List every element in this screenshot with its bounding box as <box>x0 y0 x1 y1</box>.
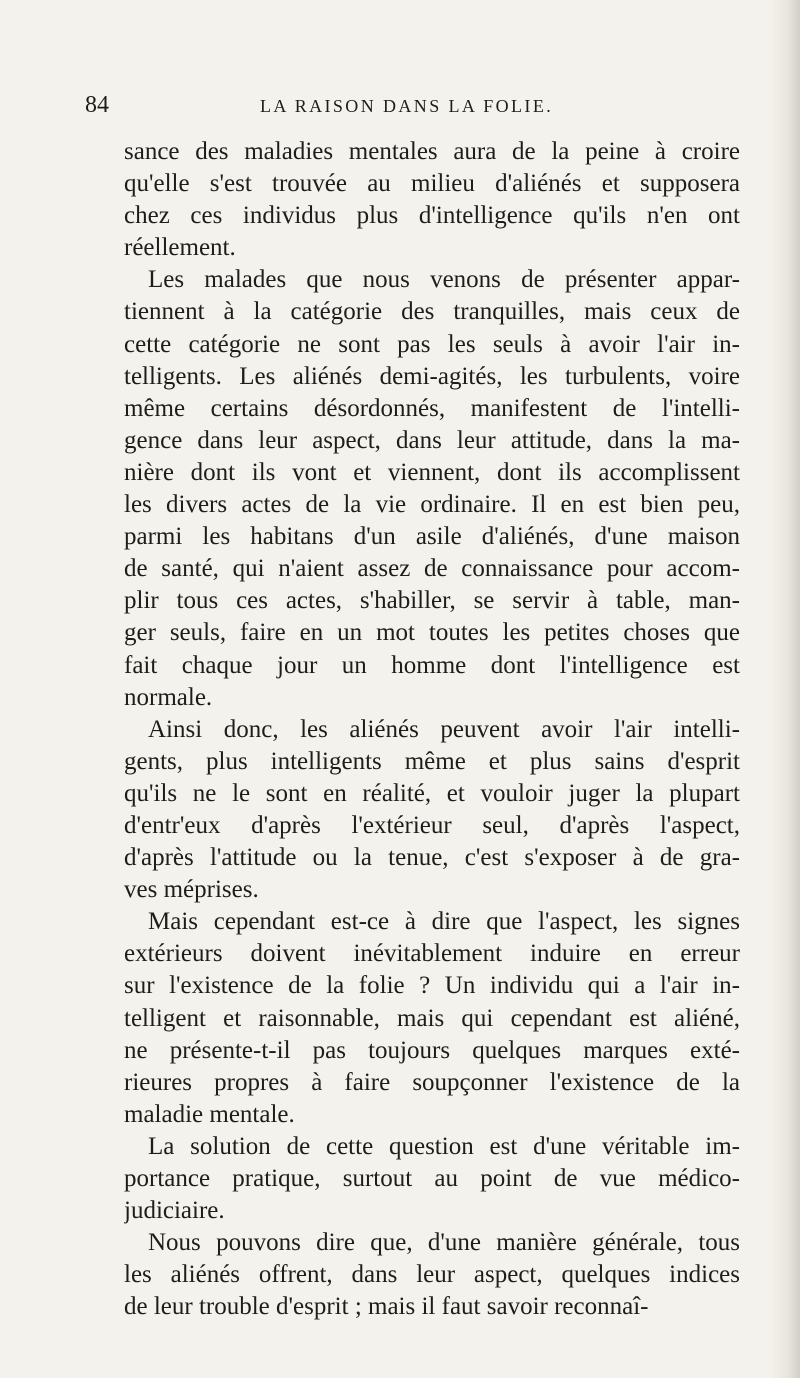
running-title: LA RAISON DANS LA FOLIE. <box>260 96 554 116</box>
text-line: Nous pouvons dire que, d'une manière générale, tous <box>148 1229 740 1257</box>
text-line: les divers actes de la vie ordinaire. Il en est bien peu, <box>124 491 740 519</box>
text-line: La solution de cette question est d'une véritable im- <box>148 1132 740 1160</box>
text-line: de leur trouble d'esprit ; mais il faut savoir reconnaî- <box>124 1293 649 1321</box>
text-line: tiennent à la catégorie des tranquilles, mais ceux de <box>124 298 740 326</box>
text-line: réellement. <box>124 234 236 262</box>
text-line: maladie mentale. <box>124 1100 295 1128</box>
text-line: d'après l'attitude ou la tenue, c'est s'exposer à de gra- <box>124 844 740 872</box>
text-line: gence dans leur aspect, dans leur attitude, dans la ma- <box>124 426 740 454</box>
page-number: 84 <box>85 92 109 118</box>
text-line: Mais cependant est-ce à dire que l'aspect, les signes <box>148 908 740 936</box>
text-line: Les malades que nous venons de présenter appar- <box>148 266 740 294</box>
text-line: rieures propres à faire soupçonner l'existence de la <box>124 1068 740 1096</box>
text-line: Ainsi donc, les aliénés peuvent avoir l'air intelli- <box>148 715 740 743</box>
text-line: sance des maladies mentales aura de la peine à croire <box>124 138 740 165</box>
text-line: même certains désordonnés, manifestent de l'intelli- <box>124 394 740 422</box>
text-line: extérieurs doivent inévitablement induire en erreur <box>124 940 740 968</box>
text-line: ger seuls, faire en un mot toutes les petites choses que <box>124 619 740 647</box>
text-line: nière dont ils vont et viennent, dont ils accomplissent <box>124 458 740 486</box>
text-line: cette catégorie ne sont pas les seuls à avoir l'air in- <box>124 330 740 358</box>
text-line: de santé, qui n'aient assez de connaissance pour accom- <box>124 555 740 583</box>
text-line: fait chaque jour un homme dont l'intelligence est <box>124 651 740 679</box>
text-line: plir tous ces actes, s'habiller, se servir à table, man- <box>124 587 740 615</box>
text-line: judiciaire. <box>124 1197 225 1225</box>
text-line: portance pratique, surtout au point de vue médico- <box>124 1165 740 1192</box>
text-line: sur l'existence de la folie ? Un individu qui a l'air in- <box>124 972 740 1000</box>
text-line: d'entr'eux d'après l'extérieur seul, d'après l'aspect, <box>124 811 740 839</box>
text-line: telligents. Les aliénés demi-agités, les turbulents, voire <box>124 362 740 390</box>
body-text <box>124 136 740 1323</box>
text-line: telligent et raisonnable, mais qui cependant est aliéné, <box>124 1004 740 1032</box>
spine-shadow <box>770 0 800 1378</box>
text-line: les aliénés offrent, dans leur aspect, quelques indices <box>124 1261 740 1289</box>
text-line: ves méprises. <box>124 876 259 904</box>
text-line: normale. <box>124 683 213 711</box>
text-line: qu'ils ne le sont en réalité, et vouloir juger la plupart <box>124 779 740 807</box>
text-line: gents, plus intelligents même et plus sains d'esprit <box>124 747 740 775</box>
text-line: chez ces individus plus d'intelligence qu'ils n'en ont <box>124 202 740 230</box>
text-line: qu'elle s'est trouvée au milieu d'aliénés et supposera <box>124 170 740 198</box>
text-line: parmi les habitans d'un asile d'aliénés, d'une maison <box>124 523 740 551</box>
text-line: ne présente-t-il pas toujours quelques marques exté- <box>124 1036 740 1064</box>
page-header <box>85 92 725 122</box>
